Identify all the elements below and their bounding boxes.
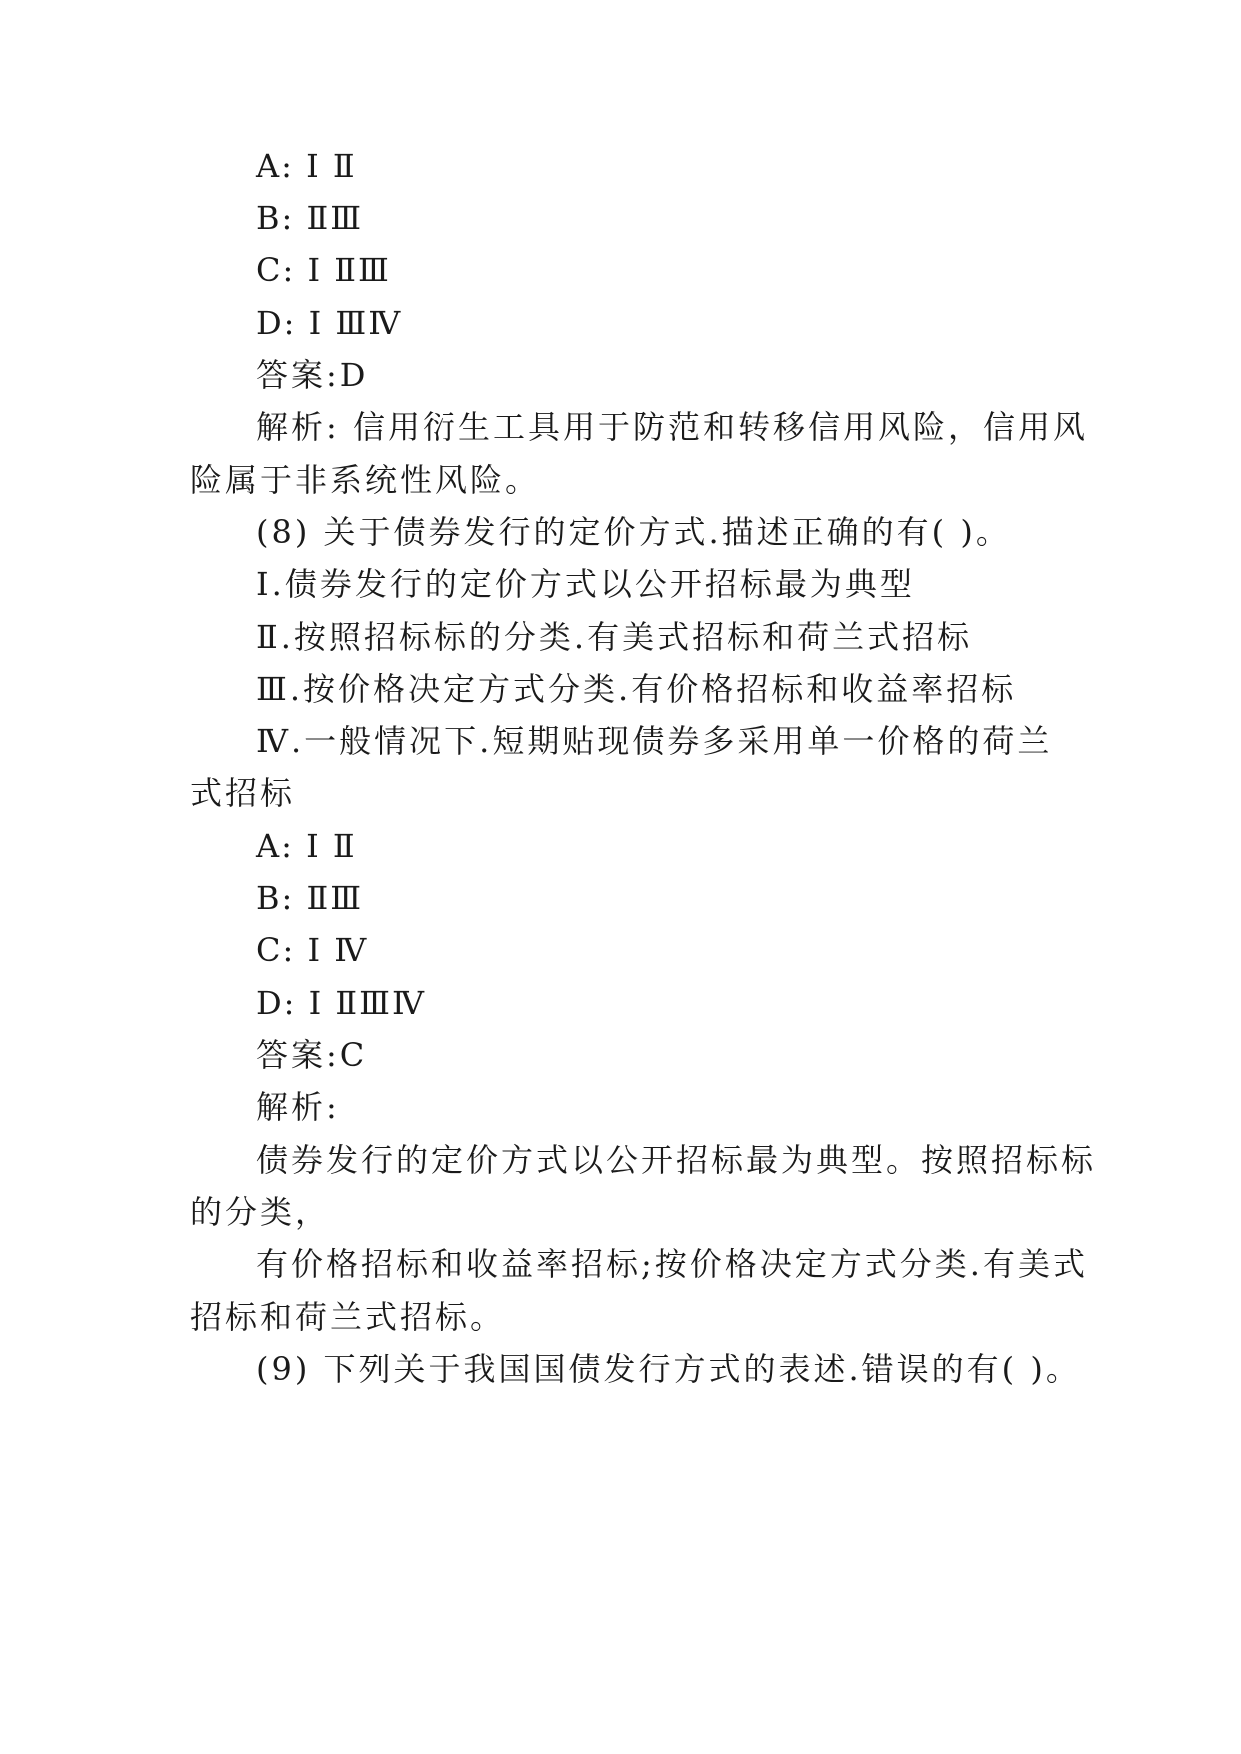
q7-option-d: D: Ⅰ ⅢⅣ [256, 304, 403, 342]
q7-analysis-line1: 解析: 信用衍生工具用于防范和转移信用风险，信用风 [256, 408, 1088, 446]
q8-analysis-label: 解析: [256, 1088, 340, 1126]
q7-answer: 答案:D [256, 356, 369, 394]
q8-analysis-p1-line1: 债券发行的定价方式以公开招标最为典型。按照招标标 [256, 1141, 1097, 1179]
q8-option-c: C: Ⅰ Ⅳ [256, 931, 369, 969]
q8-statement-3: Ⅲ.按价格决定方式分类.有价格招标和收益率招标 [256, 670, 1017, 708]
q8-statement-4-cont: 式招标 [190, 774, 296, 812]
q7-option-c: C: Ⅰ ⅡⅢ [256, 251, 391, 289]
q8-option-d: D: Ⅰ ⅡⅢⅣ [256, 984, 426, 1022]
q8-statement-4: Ⅳ.一般情况下.短期贴现债券多采用单一价格的荷兰 [256, 722, 1053, 760]
q9-question: (9) 下列关于我国国债发行方式的表述.错误的有( )。 [256, 1350, 1081, 1388]
q7-option-a: A: Ⅰ Ⅱ [256, 147, 357, 185]
q7-analysis-line2: 险属于非系统性风险。 [190, 461, 541, 499]
q8-analysis-p2-line1: 有价格招标和收益率招标;按价格决定方式分类.有美式 [256, 1245, 1088, 1283]
q8-option-a: A: Ⅰ Ⅱ [256, 827, 357, 865]
q8-option-b: B: ⅡⅢ [256, 879, 364, 917]
q8-answer: 答案:C [256, 1036, 368, 1074]
q8-analysis-p1-line2: 的分类， [190, 1193, 331, 1231]
q8-question: (8) 关于债券发行的定价方式.描述正确的有( )。 [256, 513, 1011, 551]
q8-statement-2: Ⅱ.按照招标标的分类.有美式招标和荷兰式招标 [256, 618, 973, 656]
q8-analysis-p2-line2: 招标和荷兰式招标。 [190, 1298, 506, 1336]
q8-statement-1: Ⅰ.债券发行的定价方式以公开招标最为典型 [256, 565, 915, 603]
q7-option-b: B: ⅡⅢ [256, 199, 364, 237]
